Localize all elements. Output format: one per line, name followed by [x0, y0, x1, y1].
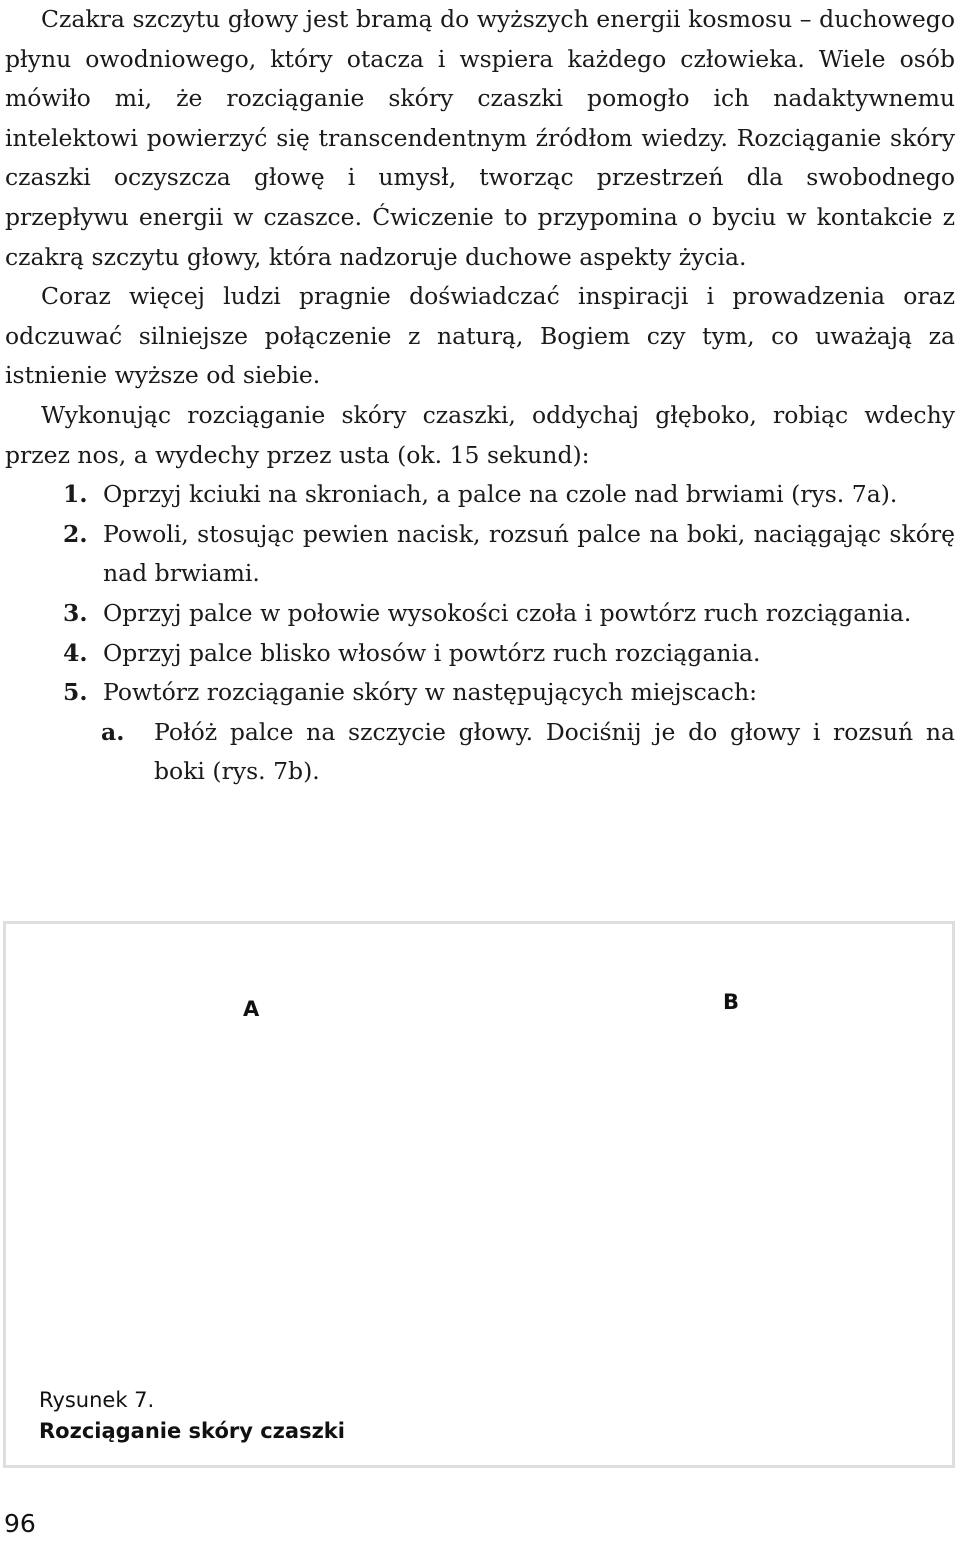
step-text: Oprzyj kciuki na skroniach, a palce na czole nad brwiami (rys. 7a).: [103, 480, 898, 509]
step-text: Oprzyj palce blisko włosów i powtórz ruch rozciągania.: [103, 638, 761, 667]
substep-letter: a.: [101, 717, 125, 746]
step-item: [5, 673, 955, 792]
page-number: 96: [4, 1509, 36, 1538]
figure-label-b: B: [723, 990, 740, 1014]
figure-caption-number: Rysunek 7.: [39, 1388, 155, 1412]
paragraph-intro: Czakra szczytu głowy jest bramą do wyższych energii kosmosu – duchowego płynu owodniowego, który otacza i wspiera każdego człowieka. Wiele osób mówiło mi, że rozciąganie skóry czaszki pomogło ich nadaktywnemu intelektowi powierzyć się transcendentnym źródłom wiedzy. Rozciąganie skóry czaszki oczyszcza głowę i umysł, tworząc przestrzeń dla swobodnego przepływu energii w czaszce. Ćwiczenie to przypomina o byciu w kontakcie z czakrą szczytu głowy, która nadzoruje duchowe aspekty życia.: [5, 5, 955, 271]
steps-list: [5, 475, 955, 792]
substeps-list: [103, 713, 955, 792]
page-text: [5, 0, 955, 792]
figure-caption: [39, 1385, 345, 1447]
step-text: Powtórz rozciąganie skóry w następujących miejscach:: [103, 678, 758, 707]
substep-item: [101, 713, 955, 792]
step-number: 3.: [63, 598, 88, 627]
figure-label-a: A: [243, 997, 260, 1021]
step-item: [5, 475, 955, 515]
paragraph-instructions: Wykonując rozciąganie skóry czaszki, oddychaj głęboko, robiąc wdechy przez nos, a wydechy przez usta (ok. 15 sekund):: [5, 400, 955, 469]
figure-caption-title: Rozciąganie skóry czaszki: [39, 1419, 345, 1443]
step-number: 5.: [63, 678, 88, 707]
step-item: [5, 515, 955, 594]
step-text: Oprzyj palce w połowie wysokości czoła i powtórz ruch rozciągania.: [103, 598, 912, 627]
substep-text: Połóż palce na szczycie głowy. Dociśnij je do głowy i rozsuń na boki (rys. 7b).: [154, 717, 955, 786]
paragraph-inspiration: Coraz więcej ludzi pragnie doświadczać inspiracji i prowadzenia oraz odczuwać silniejsze połączenie z naturą, Bogiem czy tym, co uważają za istnienie wyższe od siebie.: [5, 282, 955, 390]
step-item: [5, 594, 955, 634]
step-item: [5, 634, 955, 674]
step-text: Powoli, stosując pewien nacisk, rozsuń palce na boki, naciągając skórę nad brwiami.: [103, 519, 955, 588]
figure-7: [3, 921, 955, 1468]
step-number: 2.: [63, 519, 88, 548]
step-number: 1.: [63, 480, 88, 509]
step-number: 4.: [63, 638, 88, 667]
